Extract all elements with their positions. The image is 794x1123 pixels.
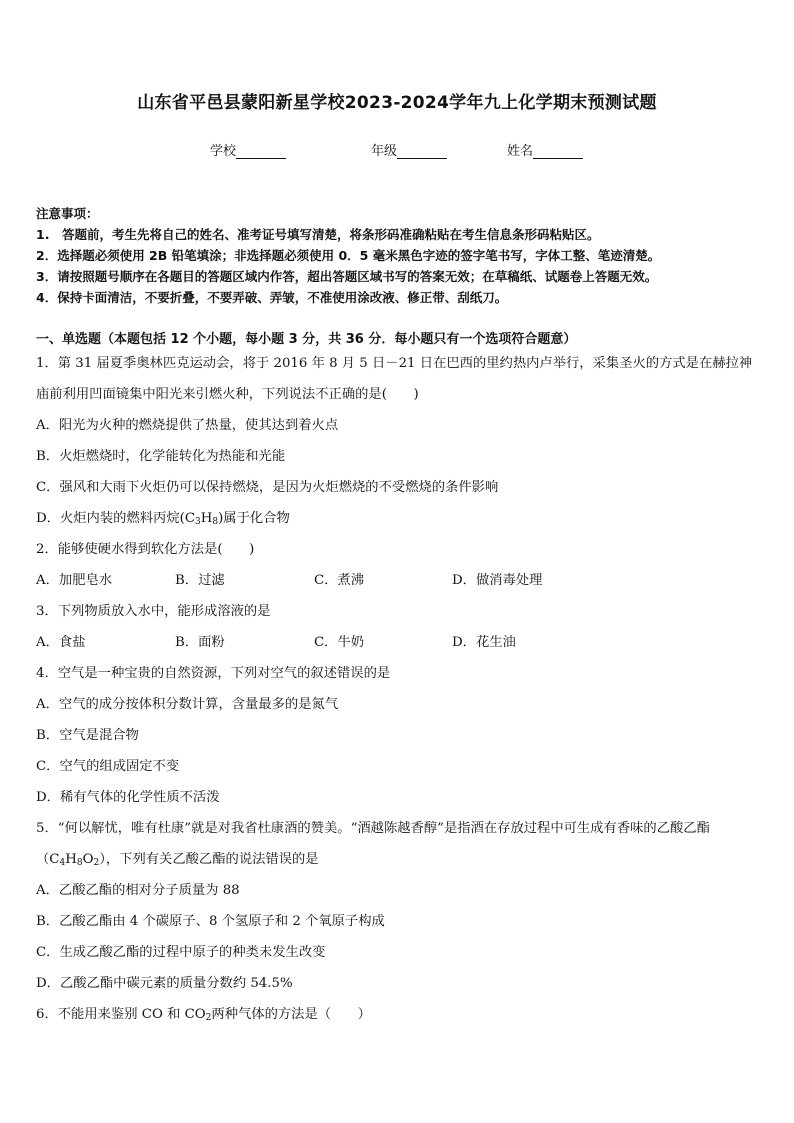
note-item: 1. 答题前，考生先将自己的姓名、准考证号填写清楚，将条形码准确粘贴在考生信息条形码粘贴区。 [36, 227, 600, 242]
subscript: 4 [59, 858, 66, 868]
note-item: 2．选择题必须使用 2B 铅笔填涂；非选择题必须使用 0．5 毫米黑色字迹的签字笔书写，字体工整、笔迹清楚。 [36, 248, 661, 263]
q1-d-text: )属于化合物 [218, 511, 290, 526]
q3-stem: 3．下列物质放入水中，能形成溶液的是 [36, 604, 271, 619]
school-field [210, 140, 286, 159]
student-info-row [0, 140, 794, 160]
grade-blank [397, 144, 447, 159]
notes-heading: 注意事项： [36, 206, 99, 221]
q4-option-c: C．空气的组成固定不变 [36, 759, 180, 774]
subscript: 2 [93, 858, 100, 868]
name-label: 姓名 [507, 144, 534, 159]
q1-stem-line2: 庙前利用凹面镜集中阳光来引燃火种，下列说法不正确的是( ) [36, 387, 419, 402]
school-blank [236, 144, 286, 159]
q1-option-c: C．强风和大雨下火炬仍可以保持燃烧，是因为火炬燃烧的不受燃烧的条件影响 [36, 480, 499, 495]
q4-option-d: D．稀有气体的化学性质不活泼 [36, 790, 220, 805]
q6-text: 6．不能用来鉴别 CO 和 CO [36, 1007, 206, 1022]
q5-option-d: D．乙酸乙酯中碳元素的质量分数约 54.5% [36, 976, 293, 991]
q6-stem [36, 1005, 371, 1025]
school-label: 学校 [210, 144, 237, 159]
q1-option-a: A．阳光为火种的燃烧提供了热量，使其达到着火点 [36, 418, 339, 433]
subscript: 8 [76, 858, 83, 868]
section-heading: 一、单选题（本题包括 12 个小题，每小题 3 分，共 36 分．每小题只有一个选项符合题意） [36, 332, 577, 347]
q5-text: H [65, 852, 77, 867]
subscript: 3 [195, 517, 201, 527]
grade-label: 年级 [371, 144, 398, 159]
subscript: 2 [205, 1013, 212, 1023]
q2-option-b: B．过滤 [175, 573, 225, 588]
q2-option-a: A．加肥皂水 [36, 573, 113, 588]
q5-text: O [82, 852, 94, 867]
q4-option-b: B．空气是混合物 [36, 728, 139, 743]
q1-stem-line1: 1．第 31 届夏季奥林匹克运动会，将于 2016 年 8 月 5 日－21 日在巴西的里约热内卢举行，采集圣火的方式是在赫拉神 [36, 356, 753, 371]
q1-d-text: D．火炬内装的燃料丙烷(C [36, 511, 195, 526]
q5-stem-line2 [36, 850, 319, 870]
q4-option-a: A．空气的成分按体积分数计算，含量最多的是氮气 [36, 697, 339, 712]
q3-option-d: D．花生油 [452, 635, 516, 650]
q1-d-text: H [200, 511, 213, 526]
note-item: 4．保持卡面清洁，不要折叠，不要弄破、弄皱，不准使用涂改液、修正带、刮纸刀。 [36, 290, 508, 305]
note-item: 3．请按照题号顺序在各题目的答题区域内作答，超出答题区域书写的答案无效；在草稿纸、试题卷上答题无效。 [36, 269, 658, 284]
name-blank [533, 144, 583, 159]
exam-title: 山东省平邑县蒙阳新星学校2023-2024学年九上化学期末预测试题 [137, 93, 657, 113]
q5-text: ），下列有关乙酸乙酯的说法错误的是 [99, 852, 319, 867]
subscript: 8 [212, 517, 219, 527]
q1-option-b: B．火炬燃烧时，化学能转化为热能和光能 [36, 449, 286, 464]
q2-option-c: C．煮沸 [314, 573, 365, 588]
grade-field [371, 140, 447, 159]
q5-option-a: A．乙酸乙酯的相对分子质量为 88 [36, 883, 240, 898]
q4-stem: 4．空气是一种宝贵的自然资源，下列对空气的叙述错误的是 [36, 666, 391, 681]
q1-option-d [36, 509, 290, 529]
q3-option-b: B．面粉 [175, 635, 225, 650]
q2-stem: 2．能够使硬水得到软化方法是( ) [36, 542, 255, 557]
q5-option-c: C．生成乙酸乙酯的过程中原子的种类未发生改变 [36, 945, 326, 960]
q5-text: （C [36, 852, 60, 867]
q3-option-c: C．牛奶 [314, 635, 365, 650]
q5-stem-line1: 5．“何以解忧，唯有杜康”就是对我省杜康酒的赞美。“酒越陈越香醇”是指酒在存放过程中可生成有香味的乙酸乙酯 [36, 821, 710, 836]
name-field [507, 140, 583, 159]
q5-option-b: B．乙酸乙酯由 4 个碳原子、8 个氢原子和 2 个氧原子构成 [36, 914, 385, 929]
q2-option-d: D．做消毒处理 [452, 573, 543, 588]
q6-text: 两种气体的方法是（ ） [211, 1007, 371, 1022]
q3-option-a: A．食盐 [36, 635, 86, 650]
